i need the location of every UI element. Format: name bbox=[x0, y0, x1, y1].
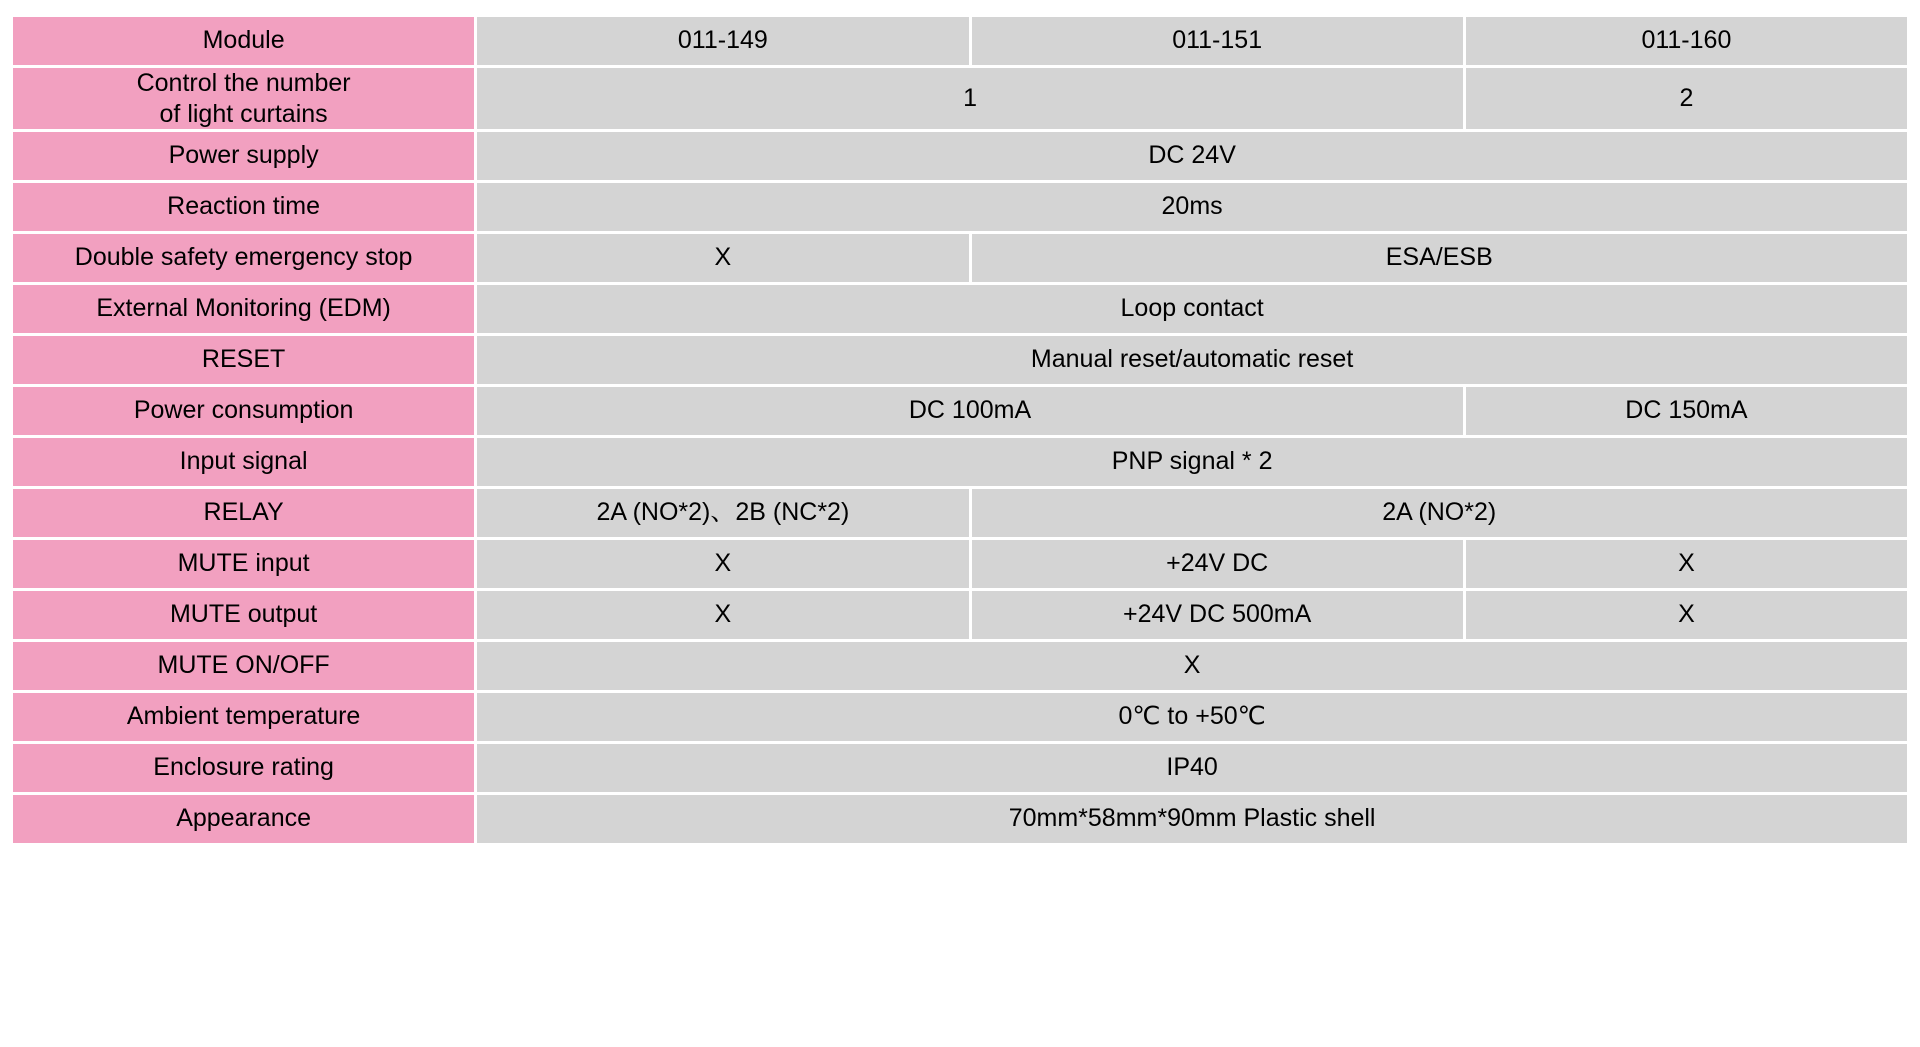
table-cell: PNP signal * 2 bbox=[477, 438, 1907, 486]
table-cell: X bbox=[477, 540, 968, 588]
row-label: RELAY bbox=[13, 489, 474, 537]
table-body bbox=[13, 17, 1907, 843]
table-cell: X bbox=[477, 591, 968, 639]
row-label: External Monitoring (EDM) bbox=[13, 285, 474, 333]
row-label: Power supply bbox=[13, 132, 474, 180]
table-cell: +24V DC bbox=[972, 540, 1463, 588]
row-label: MUTE ON/OFF bbox=[13, 642, 474, 690]
table-cell: ESA/ESB bbox=[972, 234, 1907, 282]
table-row bbox=[13, 693, 1907, 741]
table-cell: Manual reset/automatic reset bbox=[477, 336, 1907, 384]
table-row bbox=[13, 642, 1907, 690]
table-row bbox=[13, 17, 1907, 65]
specification-table bbox=[10, 14, 1910, 846]
table-row bbox=[13, 336, 1907, 384]
specification-sheet bbox=[0, 14, 1920, 1047]
table-cell: DC 24V bbox=[477, 132, 1907, 180]
table-row bbox=[13, 387, 1907, 435]
table-cell: X bbox=[477, 234, 968, 282]
table-cell: IP40 bbox=[477, 744, 1907, 792]
row-label: MUTE input bbox=[13, 540, 474, 588]
table-row bbox=[13, 234, 1907, 282]
row-label: RESET bbox=[13, 336, 474, 384]
table-cell: 1 bbox=[477, 68, 1463, 129]
table-cell: 2 bbox=[1466, 68, 1907, 129]
table-cell: 20ms bbox=[477, 183, 1907, 231]
table-cell: X bbox=[1466, 591, 1907, 639]
row-label: Appearance bbox=[13, 795, 474, 843]
row-label: Reaction time bbox=[13, 183, 474, 231]
row-label: MUTE output bbox=[13, 591, 474, 639]
table-row bbox=[13, 132, 1907, 180]
table-cell: +24V DC 500mA bbox=[972, 591, 1463, 639]
row-label: Module bbox=[13, 17, 474, 65]
table-cell: 011-160 bbox=[1466, 17, 1907, 65]
table-row bbox=[13, 591, 1907, 639]
table-row bbox=[13, 795, 1907, 843]
table-row bbox=[13, 285, 1907, 333]
table-cell: DC 150mA bbox=[1466, 387, 1907, 435]
table-cell: 70mm*58mm*90mm Plastic shell bbox=[477, 795, 1907, 843]
table-cell: X bbox=[477, 642, 1907, 690]
table-cell: 011-149 bbox=[477, 17, 968, 65]
row-label: Ambient temperature bbox=[13, 693, 474, 741]
table-cell: DC 100mA bbox=[477, 387, 1463, 435]
row-label-line-1: Control the number bbox=[136, 69, 351, 97]
row-label-line-2: of light curtains bbox=[159, 99, 328, 128]
table-row bbox=[13, 438, 1907, 486]
table-row bbox=[13, 183, 1907, 231]
table-row bbox=[13, 540, 1907, 588]
table-row bbox=[13, 489, 1907, 537]
row-label: Power consumption bbox=[13, 387, 474, 435]
table-row bbox=[13, 68, 1907, 129]
table-cell: 2A (NO*2) bbox=[972, 489, 1907, 537]
table-row bbox=[13, 744, 1907, 792]
row-label: Input signal bbox=[13, 438, 474, 486]
table-cell: 011-151 bbox=[972, 17, 1463, 65]
row-label: Double safety emergency stop bbox=[13, 234, 474, 282]
table-cell: 0℃ to +50℃ bbox=[477, 693, 1907, 741]
table-cell: 2A (NO*2)、2B (NC*2) bbox=[477, 489, 968, 537]
table-cell: X bbox=[1466, 540, 1907, 588]
table-cell: Loop contact bbox=[477, 285, 1907, 333]
row-label: Enclosure rating bbox=[13, 744, 474, 792]
row-label bbox=[13, 68, 474, 129]
